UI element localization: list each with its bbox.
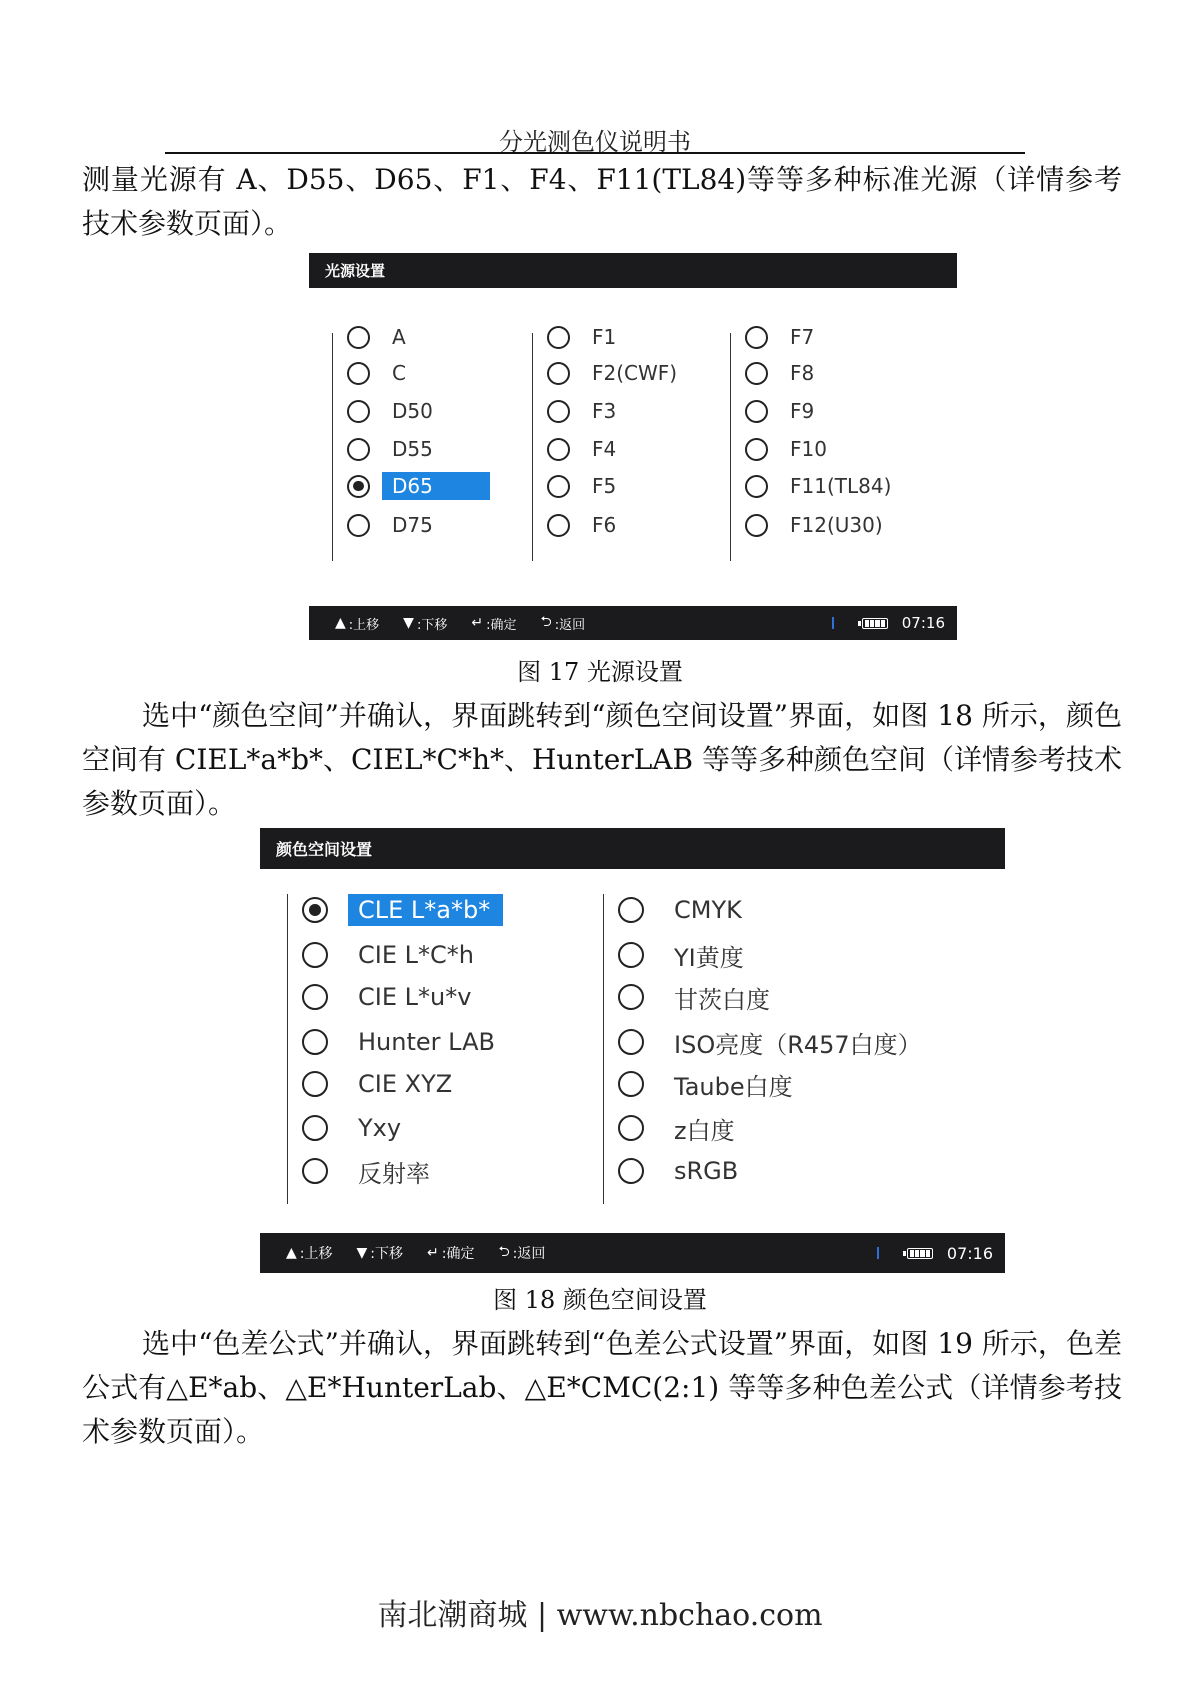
radio-empty-icon[interactable] (347, 326, 370, 349)
status-down-hint (403, 614, 447, 633)
back-icon: ⮌ (498, 1244, 510, 1260)
option-label: A (392, 325, 406, 349)
status-indicator (832, 617, 834, 629)
status-up-hint (335, 614, 379, 633)
radio-option[interactable] (618, 892, 752, 928)
radio-dot (353, 481, 363, 491)
radio-empty-icon[interactable] (745, 438, 768, 461)
radio-selected-icon[interactable] (347, 475, 370, 498)
radio-option[interactable] (547, 508, 626, 542)
radio-option[interactable] (547, 394, 626, 428)
radio-empty-icon[interactable] (618, 1071, 644, 1097)
status-enter-hint (427, 1243, 474, 1263)
radio-empty-icon[interactable] (618, 1158, 644, 1184)
option-label: D75 (392, 513, 433, 537)
status-back-label: :返回 (554, 617, 586, 633)
radio-option[interactable] (745, 469, 901, 503)
radio-option[interactable] (302, 937, 484, 973)
radio-empty-icon[interactable] (347, 438, 370, 461)
radio-option[interactable] (547, 432, 626, 466)
radio-option[interactable] (618, 1110, 745, 1146)
radio-empty-icon[interactable] (745, 400, 768, 423)
option-label: CLE L*a*b* (348, 894, 503, 926)
status-back-hint (540, 611, 585, 635)
option-label: F9 (790, 399, 815, 423)
radio-empty-icon[interactable] (547, 514, 570, 537)
option-column-1 (332, 325, 513, 561)
option-label: F6 (592, 513, 617, 537)
status-enter-label: :确定 (486, 617, 517, 633)
battery-icon (907, 1248, 933, 1259)
status-back-label: :返回 (512, 1246, 546, 1262)
radio-empty-icon[interactable] (618, 897, 644, 923)
option-label: Taube白度 (674, 1072, 793, 1101)
option-label: F7 (790, 325, 815, 349)
option-label: F3 (592, 399, 617, 423)
status-enter-hint (471, 614, 516, 633)
radio-empty-icon[interactable] (745, 514, 768, 537)
color-space-settings-screen (260, 828, 1005, 1273)
status-enter-label: :确定 (441, 1246, 475, 1262)
radio-option[interactable] (618, 937, 754, 973)
radio-option[interactable] (745, 356, 824, 390)
option-label: CIE L*u*v (358, 983, 472, 1011)
radio-empty-icon[interactable] (547, 400, 570, 423)
status-bar (260, 1233, 1005, 1273)
option-label: D55 (392, 437, 433, 461)
radio-option[interactable] (618, 1153, 748, 1189)
option-label: 甘茨白度 (674, 985, 770, 1014)
option-label: D50 (392, 399, 433, 423)
radio-option[interactable] (302, 979, 481, 1015)
radio-empty-icon[interactable] (347, 400, 370, 423)
radio-option[interactable] (347, 356, 416, 390)
radio-empty-icon[interactable] (547, 475, 570, 498)
radio-option[interactable] (547, 356, 687, 390)
paragraph-light-source: 测量光源有 A、D55、D65、F1、F4、F11(TL84)等等多种标准光源（详情参考技术参数页面）。 (82, 163, 1122, 240)
screen-title: 颜色空间设置 (276, 840, 373, 859)
option-label: YI黄度 (674, 943, 744, 972)
option-column-3 (730, 325, 931, 561)
radio-empty-icon[interactable] (618, 984, 644, 1010)
option-label: F5 (592, 474, 617, 498)
option-label: 反射率 (358, 1159, 430, 1188)
radio-option[interactable] (347, 508, 443, 542)
radio-empty-icon[interactable] (347, 514, 370, 537)
header-rule (165, 152, 1025, 154)
option-label: z白度 (674, 1116, 735, 1145)
option-label: F8 (790, 361, 815, 385)
radio-empty-icon[interactable] (745, 475, 768, 498)
paragraph-color-difference: 选中“色差公式”并确认，界面跳转到“色差公式设置”界面，如图 19 所示，色差公式有△E*ab、△E*HunterLab、△E*CMC(2:1) 等等多种色差公式（详情参考技术参数页面）。 (82, 1327, 1122, 1448)
paragraph-color-space: 选中“颜色空间”并确认，界面跳转到“颜色空间设置”界面，如图 18 所示，颜色空间有 CIEL*a*b*、CIEL*C*h*、HunterLAB 等等多种颜色空间（详情参考技术参数页面）。 (82, 699, 1122, 820)
radio-option[interactable] (618, 1066, 803, 1102)
radio-option[interactable] (547, 469, 626, 503)
enter-icon: ↵ (427, 1245, 439, 1261)
radio-empty-icon[interactable] (745, 326, 768, 349)
status-back-hint (498, 1241, 545, 1265)
option-label: Hunter LAB (358, 1028, 495, 1056)
radio-option[interactable] (347, 432, 443, 466)
option-column-1 (287, 894, 558, 1204)
screen-title: 光源设置 (325, 262, 386, 280)
radio-option[interactable] (618, 1024, 932, 1060)
radio-empty-icon[interactable] (302, 1115, 328, 1141)
radio-empty-icon[interactable] (547, 326, 570, 349)
status-down-label: :下移 (416, 617, 448, 633)
radio-option[interactable] (745, 394, 824, 428)
radio-empty-icon[interactable] (302, 1071, 328, 1097)
radio-empty-icon[interactable] (618, 1115, 644, 1141)
radio-option[interactable] (347, 394, 443, 428)
clock: 07:16 (901, 614, 945, 632)
clock: 07:16 (946, 1243, 993, 1263)
down-arrow-icon: ▼ (403, 615, 414, 631)
option-column-2 (603, 894, 984, 1204)
radio-empty-icon[interactable] (618, 1029, 644, 1055)
option-label: F10 (790, 437, 827, 461)
radio-empty-icon[interactable] (302, 1029, 328, 1055)
radio-empty-icon[interactable] (745, 362, 768, 385)
option-label: F2(CWF) (592, 361, 678, 385)
status-indicator (877, 1247, 879, 1259)
page-header: 分光测色仪说明书 (499, 128, 691, 156)
figure-18-caption: 图 18 颜色空间设置 (493, 1286, 707, 1314)
radio-empty-icon[interactable] (302, 1158, 328, 1184)
status-bar (309, 606, 957, 640)
page-footer: 南北潮商城 | www.nbchao.com (377, 1598, 823, 1633)
radio-option[interactable] (745, 432, 837, 466)
option-label: F11(TL84) (790, 474, 892, 498)
option-label: C (392, 361, 406, 385)
radio-empty-icon[interactable] (547, 438, 570, 461)
radio-dot (309, 904, 321, 916)
radio-option[interactable] (347, 469, 490, 503)
radio-option[interactable] (347, 320, 416, 354)
option-label: sRGB (674, 1157, 739, 1185)
light-source-settings-screen (309, 253, 957, 640)
screen-title-bar (260, 828, 1005, 869)
option-label: CIE L*C*h (358, 941, 474, 969)
status-up-label: :上移 (348, 617, 380, 633)
status-up-label: :上移 (299, 1246, 333, 1262)
enter-icon: ↵ (471, 615, 484, 631)
option-column-2 (532, 325, 713, 561)
option-label: D65 (382, 472, 490, 500)
radio-option[interactable] (302, 1110, 411, 1146)
radio-selected-icon[interactable] (302, 897, 328, 923)
radio-empty-icon[interactable] (302, 942, 328, 968)
radio-option[interactable] (745, 320, 824, 354)
option-label: CIE XYZ (358, 1070, 453, 1098)
up-arrow-icon: ▲ (286, 1245, 297, 1261)
radio-option[interactable] (618, 979, 780, 1015)
down-arrow-icon: ▼ (356, 1245, 368, 1261)
option-label: Yxy (358, 1114, 402, 1142)
radio-option[interactable] (302, 1066, 462, 1102)
option-label: ISO亮度（R457白度） (674, 1030, 922, 1059)
option-label: CMYK (674, 896, 742, 924)
screen-title-bar (309, 253, 957, 288)
radio-empty-icon[interactable] (618, 942, 644, 968)
radio-option[interactable] (302, 892, 503, 928)
status-up-hint (286, 1243, 333, 1263)
figure-17-caption: 图 17 光源设置 (517, 658, 683, 686)
back-icon: ⮌ (540, 614, 552, 630)
radio-empty-icon[interactable] (302, 984, 328, 1010)
radio-option[interactable] (547, 320, 626, 354)
radio-option[interactable] (745, 508, 893, 542)
status-down-hint (357, 1243, 404, 1263)
option-label: F12(U30) (790, 513, 883, 537)
status-down-label: :下移 (370, 1246, 403, 1262)
radio-empty-icon[interactable] (547, 362, 570, 385)
radio-empty-icon[interactable] (347, 362, 370, 385)
option-label: F1 (592, 325, 617, 349)
option-label: F4 (592, 437, 617, 461)
up-arrow-icon: ▲ (335, 615, 346, 631)
radio-option[interactable] (302, 1024, 505, 1060)
radio-option[interactable] (302, 1153, 440, 1189)
battery-icon (862, 618, 888, 629)
